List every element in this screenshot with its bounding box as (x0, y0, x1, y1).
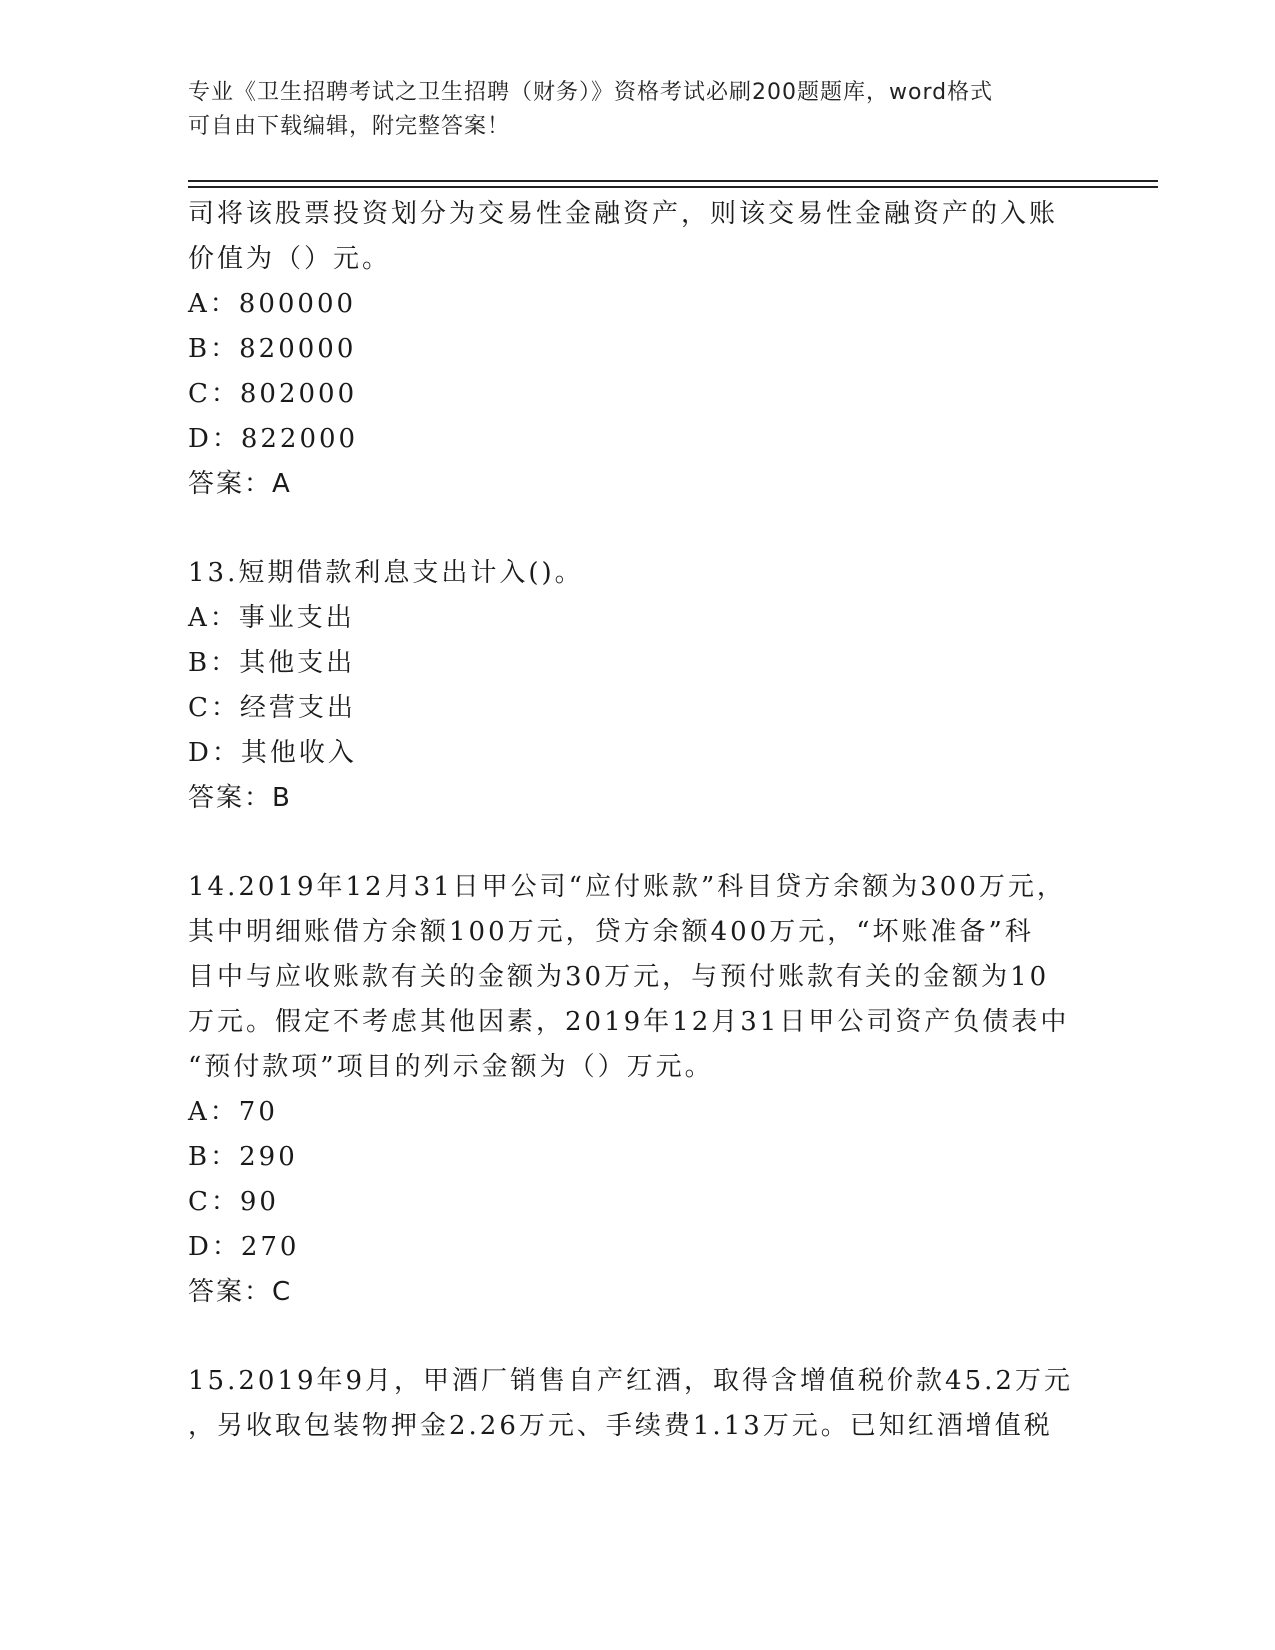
option-a: A：事业支出 (188, 603, 355, 633)
answer-line: 答案：B (188, 783, 292, 813)
option-a: A：800000 (188, 289, 357, 319)
header-line-2: 可自由下载编辑，附完整答案！ (188, 114, 511, 139)
header-line-1: 专业《卫生招聘考试之卫生招聘（财务）》资格考试必刷200题题库，word格式 (188, 80, 994, 105)
question-stem-line: 司将该股票投资划分为交易性金融资产，则该交易性金融资产的入账 (188, 199, 1059, 229)
question-stem-line: 14.2019年12月31日甲公司“应付账款”科目贷方余额为300万元， (188, 872, 1066, 902)
question-stem-line: 15.2019年9月，甲酒厂销售自产红酒，取得含增值税价款45.2万元 (188, 1366, 1073, 1396)
document-header (188, 76, 1068, 144)
header-divider-bottom (188, 186, 1158, 188)
option-c: C：90 (188, 1187, 279, 1217)
question-stem-line: 万元。假定不考虑其他因素，2019年12月31日甲公司资产负债表中 (188, 1007, 1070, 1037)
question-13 (188, 551, 1088, 821)
question-stem-line: 13.短期借款利息支出计入()。 (188, 558, 584, 588)
question-stem-line: 其中明细账借方余额100万元，贷方余额400万元，“坏账准备”科 (188, 917, 1034, 947)
option-c: C：802000 (188, 379, 358, 409)
option-d: D：其他收入 (188, 738, 357, 768)
question-15 (188, 1359, 1088, 1449)
option-c: C：经营支出 (188, 693, 356, 723)
question-stem-line: ，另收取包装物押金2.26万元、手续费1.13万元。已知红酒增值税 (188, 1411, 1053, 1441)
option-a: A：70 (188, 1097, 278, 1127)
question-stem-line: “预付款项”项目的列示金额为（）万元。 (188, 1052, 714, 1082)
option-b: B：290 (188, 1142, 298, 1172)
question-stem-line: 目中与应收账款有关的金额为30万元，与预付账款有关的金额为10 (188, 962, 1050, 992)
header-divider-top (188, 180, 1158, 182)
question-list (188, 192, 1088, 1449)
option-b: B：820000 (188, 334, 357, 364)
answer-line: 答案：C (188, 1277, 293, 1307)
option-b: B：其他支出 (188, 648, 356, 678)
option-d: D：270 (188, 1232, 300, 1262)
option-d: D：822000 (188, 424, 359, 454)
answer-line: 答案：A (188, 469, 292, 499)
question-12 (188, 192, 1088, 507)
question-stem-line: 价值为（）元。 (188, 244, 392, 274)
question-14 (188, 865, 1088, 1315)
